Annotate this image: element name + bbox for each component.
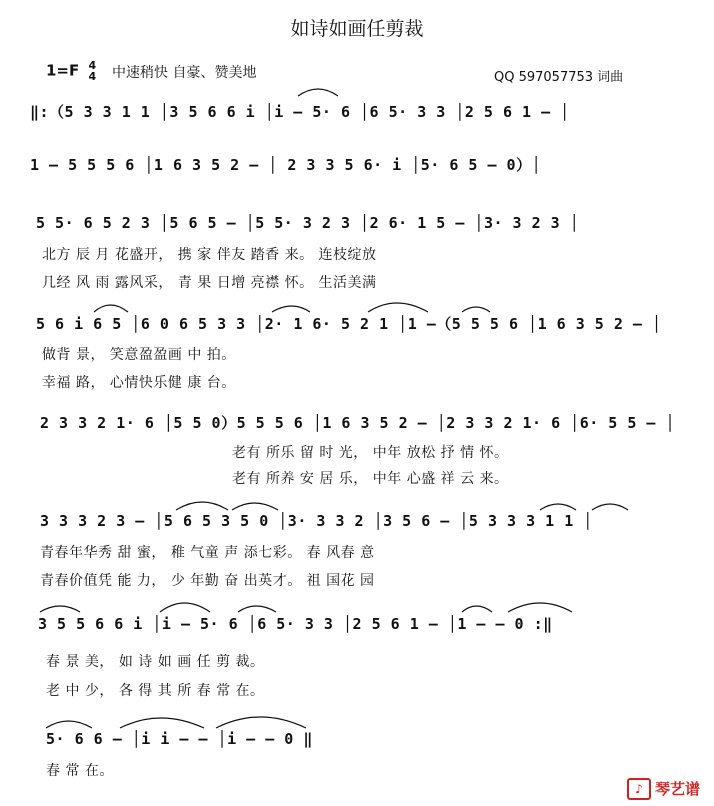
slur-arc xyxy=(232,503,278,510)
slur-arc xyxy=(462,606,492,612)
system-2-notes: 1 – 5 5 5 6 │1 6 3 5 2 – │ 2 3 3 5 6· i │5· 6 5 – 0）│ xyxy=(30,156,542,174)
system-5-lyrics-verse-1: 老有 所乐 留 时 光， 中年 放松 抒 情 怀。 xyxy=(232,445,509,461)
slur-arc xyxy=(462,307,490,312)
site-logo-text: 琴艺谱 xyxy=(654,779,700,798)
slur-arc xyxy=(120,718,204,728)
system-8-notes: 5· 6 6 – │i i – – │i – – 0 ‖ xyxy=(46,730,313,748)
system-7-lyrics-verse-2: 老 中 少， 各 得 其 所 春 常 在。 xyxy=(46,683,265,699)
system-5-lyrics-verse-2: 老有 所养 安 居 乐， 中年 心盛 祥 云 来。 xyxy=(232,471,509,487)
system-6-notes: 3 3 3 2 3 – │5 6 5 3 5 0 │3· 3 3 2 │3 5 6 – │5 3 3 3 1 1 │ xyxy=(40,512,593,530)
slur-arc xyxy=(176,502,228,510)
slur-arc xyxy=(368,303,428,312)
system-3-lyrics-verse-1: 北方 辰 月 花盛开， 携 家 伴友 踏香 来。 连枝绽放 xyxy=(42,247,377,263)
slur-arc xyxy=(160,603,210,612)
system-3-notes: 5 5· 6 5 2 3 │5 6 5 – │5 5· 3 2 3 │2 6· 1 5 – │3· 3 2 3 │ xyxy=(36,214,580,232)
slur-arc xyxy=(216,717,306,728)
site-logo xyxy=(627,778,700,801)
tempo-marking: 中速稍快 自豪、赞美地 xyxy=(112,65,257,81)
system-6-lyrics-verse-2: 青春价值凭 能 力， 少 年勤 奋 出英才。 祖 国花 园 xyxy=(40,573,375,589)
slur-arc xyxy=(272,306,310,312)
music-score-logo-icon: ♪ xyxy=(627,778,651,800)
system-5-notes: 2 3 3 2 1· 6 │5 5 0）5 5 5 6 │1 6 3 5 2 – │2 3 3 2 1· 6 │6· 5 5 – │ xyxy=(40,414,675,432)
author-credit: QQ 597057753 词曲 xyxy=(494,70,624,85)
time-sig-top: 4 xyxy=(88,59,97,72)
slur-arc xyxy=(298,89,338,96)
system-8-lyrics-verse-1: 春 常 在。 xyxy=(46,763,114,779)
system-6-lyrics-verse-1: 青春年华秀 甜 蜜， 稚 气童 声 添七彩。 春 风春 意 xyxy=(40,545,375,561)
time-sig-bottom: 4 xyxy=(88,70,97,83)
slur-arc xyxy=(46,721,92,728)
slur-arc xyxy=(94,305,128,312)
system-4-lyrics-verse-2: 幸福 路， 心情快乐健 康 台。 xyxy=(42,375,236,391)
system-4-notes: 5 6 i 6 5 │6 0 6 5 3 3 │2· 1 6· 5 2 1 │1 –（5 5 5 6 │1 6 3 5 2 – │ xyxy=(36,315,662,333)
slur-arc xyxy=(40,606,80,612)
score-title: 如诗如画任剪裁 xyxy=(290,18,424,40)
system-4-lyrics-verse-1: 做背 景， 笑意盈盈画 中 拍。 xyxy=(42,347,236,363)
slur-arc xyxy=(540,504,576,510)
system-3-lyrics-verse-2: 几经 风 雨 露风采， 青 果 日增 亮襟 怀。 生活美满 xyxy=(42,275,377,291)
system-7-notes: 3 5 5 6 6 i │i – 5· 6 │6 5· 3 3 │2 5 6 1 – │1 – – 0 :‖ xyxy=(38,615,553,633)
system-7-lyrics-verse-1: 春 景 美， 如 诗 如 画 任 剪 裁。 xyxy=(46,654,265,670)
key-label: 1=F xyxy=(46,61,80,80)
system-1-notes: ‖:（5 3 3 1 1 │3 5 6 6 i │i – 5· 6 │6 5· 3 3 │2 5 6 1 – │ xyxy=(30,103,570,121)
slur-arc xyxy=(508,603,572,612)
slur-arc xyxy=(238,606,276,612)
slur-arc xyxy=(592,504,628,510)
